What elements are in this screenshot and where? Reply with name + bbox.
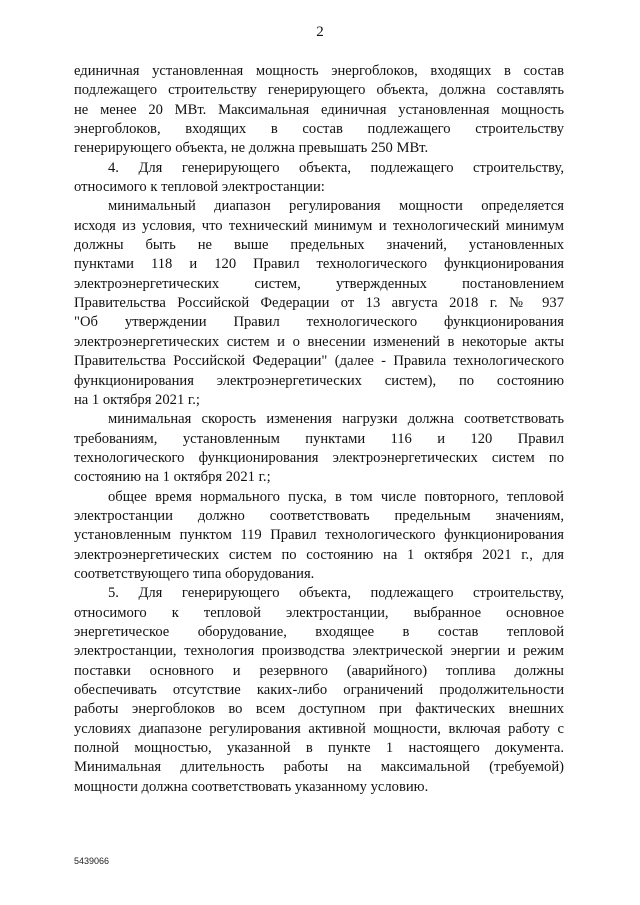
text-line: пунктами 118 и 120 Правил технологического функционирования <box>74 256 564 273</box>
paragraph <box>74 410 564 487</box>
text-line: мощности должна соответствовать указанному условию. <box>74 778 429 795</box>
text-line: общее время нормального пуска, в том числе повторного, тепловой <box>108 488 564 505</box>
text-line: функционирования электроэнергетических систем), по состоянию <box>74 372 564 389</box>
text-line: относимого к тепловой электростанции, выбранное основное <box>74 604 564 621</box>
text-line: полной мощностью, указанной в пункте 1 настоящего документа. <box>74 740 564 757</box>
text-line: обеспечивать отсутствие каких-либо ограничений продолжительности <box>74 682 564 698</box>
text-line: состоянию на 1 октября 2021 г.; <box>74 469 271 486</box>
text-line: технологического функционирования электроэнергетических систем по <box>74 449 564 466</box>
text-line: условиях диапазоне регулирования активной мощности, включая работу с <box>74 720 564 737</box>
text-line: электроэнергетических систем и о внесении изменений в некоторые акты <box>74 333 564 350</box>
text-line: на 1 октября 2021 г.; <box>74 391 200 408</box>
page-number: 2 <box>316 24 324 40</box>
paragraph <box>74 197 564 410</box>
text-line: минимальный диапазон регулирования мощности определяется <box>108 198 564 215</box>
text-line: электростанции, технология производства электрической энергии и режим <box>74 643 564 660</box>
text-line: электростанции должно соответствовать предельным значениям, <box>74 507 564 524</box>
text-line: генерирующего объекта, не должна превышать 250 МВт. <box>74 140 429 157</box>
paragraph <box>74 159 564 198</box>
text-line: не менее 20 МВт. Максимальная единичная установленная мощность <box>74 101 564 118</box>
text-line: относимого к тепловой электростанции: <box>74 179 325 196</box>
paragraph <box>74 584 564 797</box>
text-line: поставки основного и резервного (аварийного) топлива должны <box>74 662 564 679</box>
text-line: электроэнергетических систем по состоянию на 1 октября 2021 г., для <box>74 546 564 563</box>
text-line: "Об утверждении Правил технологического функционирования <box>74 314 564 331</box>
text-line: работы энергоблоков во всем доступном при фактических внешних <box>74 701 564 718</box>
text-line: Правительства Российской Федерации от 13 августа 2018 г. № 937 <box>74 295 564 312</box>
text-line: энергоблоков, входящих в состав подлежащего строительству <box>74 121 564 138</box>
text-line: подлежащего строительству генерирующего объекта, должна составлять <box>74 82 564 99</box>
text-line: минимальная скорость изменения нагрузки должна соответствовать <box>108 411 564 428</box>
document-id: 5439066 <box>74 856 110 866</box>
text-line: исходя из условия, что технический минимум и технологический минимум <box>74 217 564 234</box>
text-line: 4. Для генерирующего объекта, подлежащего строительству, <box>108 159 564 176</box>
text-line: требованиям, установленным пунктами 116 и 120 Правил <box>74 430 564 447</box>
paragraph <box>74 62 564 159</box>
text-line: электроэнергетических систем, утвержденных постановлением <box>74 275 564 292</box>
text-line: Минимальная длительность работы на максимальной (требуемой) <box>74 759 564 776</box>
text-line: должны быть не выше предельных значений, установленных <box>74 237 564 254</box>
text-line: установленным пунктом 119 Правил технологического функционирования <box>74 527 564 544</box>
text-line: энергетическое оборудование, входящее в состав тепловой <box>74 623 564 640</box>
text-line: единичная установленная мощность энергоблоков, входящих в состав <box>74 63 564 79</box>
document-body <box>74 62 564 797</box>
paragraph <box>74 488 564 585</box>
text-line: Правительства Российской Федерации" (далее - Правила технологического <box>74 353 564 370</box>
text-line: 5. Для генерирующего объекта, подлежащего строительству, <box>108 585 564 602</box>
text-line: соответствующего типа оборудования. <box>74 565 315 582</box>
